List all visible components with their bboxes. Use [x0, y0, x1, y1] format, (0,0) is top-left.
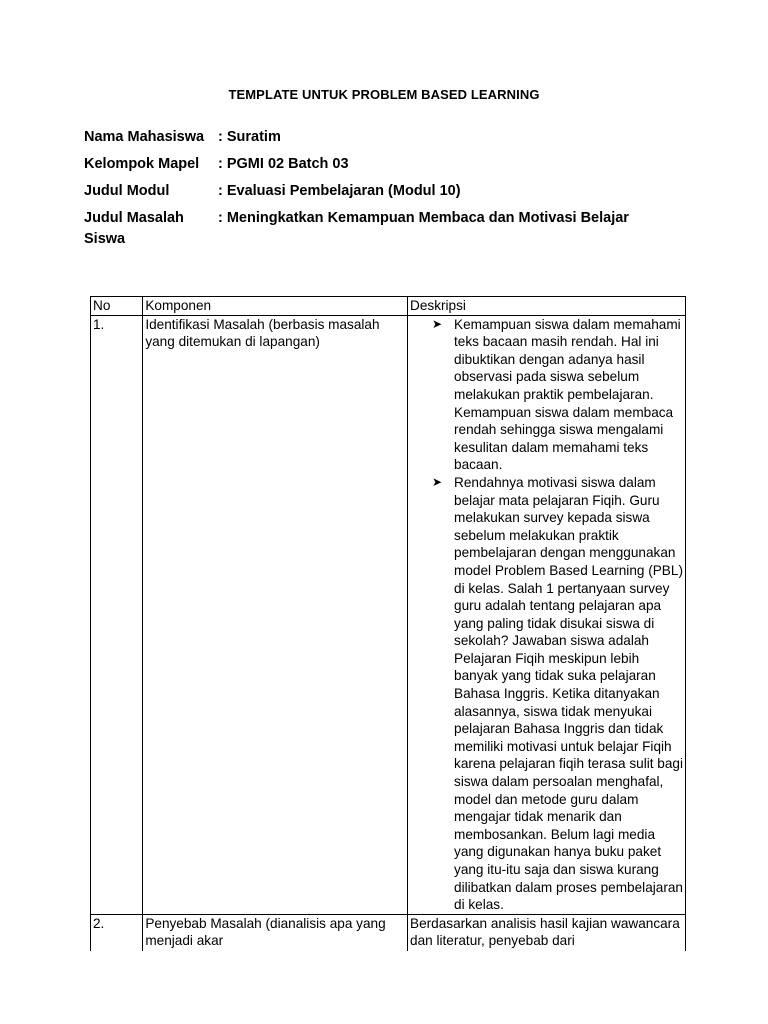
field-label: Kelompok Mapel	[84, 156, 200, 172]
header-deskripsi: Deskripsi	[408, 297, 686, 316]
row-number: 1.	[91, 315, 143, 914]
row-komponen: Identifikasi Masalah (berbasis masalah yang ditemukan di lapangan)	[143, 315, 408, 914]
bullet-text: Rendahnya motivasi siswa dalam belajar mata pelajaran Fiqih. Guru melakukan survey kepada siswa sebelum melakukan praktik pembelajaran dengan menggunakan model Problem Based Learning (PBL) di kelas. Salah 1 pertanyaan survey guru adalah tentang pelajaran apa yang paling tidak disukai siswa di sekolah? Jawaban siswa adalah Pelajaran Fiqih meskipun lebih banyak yang tidak suka pelajaran Bahasa Inggris. Ketika ditanyakan alasannya, siswa tidak menyukai pelajaran Bahasa Inggris dan tidak memiliki motivasi untuk belajar Fiqih karena pelajaran fiqih terasa sulit bagi siswa dalam persoalan menghafal, model dan metode guru dalam mengajar tidak menarik dan membosankan. Belum lagi media yang digunakan hanya buku paket yang itu-itu saja dan siswa kurang dilibatkan dalam proses pembelajaran di kelas.	[454, 474, 683, 913]
field-value-continuation: Siswa	[84, 231, 126, 247]
row-number: 2.	[91, 914, 143, 951]
identity-fields	[84, 127, 684, 249]
header-no: No	[91, 297, 143, 316]
field-value: : Evaluasi Pembelajaran (Modul 10)	[218, 183, 461, 199]
field-judul-masalah	[84, 208, 684, 235]
field-label: Nama Mahasiswa	[84, 129, 205, 145]
document-title: TEMPLATE UNTUK PROBLEM BASED LEARNING	[228, 87, 540, 102]
field-value: : Suratim	[218, 129, 281, 145]
arrowhead-bullet-icon: ➤	[432, 316, 443, 331]
table-row	[91, 315, 686, 914]
table-row	[91, 914, 686, 951]
header-komponen: Komponen	[143, 297, 408, 316]
deskripsi-bullet-list	[410, 316, 683, 914]
field-judul-modul	[84, 181, 684, 208]
field-label: Judul Masalah	[84, 210, 184, 226]
field-value: : Meningkatkan Kemampuan Membaca dan Motivasi Belajar	[218, 210, 629, 226]
row-komponen: Penyebab Masalah (dianalisis apa yang menjadi akar	[143, 914, 408, 951]
pbl-table	[90, 296, 686, 951]
bullet-text: Kemampuan siswa dalam memahami teks bacaan masih rendah. Hal ini dibuktikan dengan adanya hasil observasi pada siswa sebelum melakukan praktik pembelajaran. Kemampuan siswa dalam membaca rendah sehingga siswa mengalami kesulitan dalam memahami teks bacaan.	[454, 316, 681, 473]
field-kelompok-mapel	[84, 154, 684, 181]
field-value: : PGMI 02 Batch 03	[218, 156, 349, 172]
row-deskripsi	[408, 315, 686, 914]
field-label: Judul Modul	[84, 183, 170, 199]
table-header-row	[91, 297, 686, 316]
row-deskripsi: Berdasarkan analisis hasil kajian wawancara dan literatur, penyebab dari	[408, 914, 686, 951]
arrowhead-bullet-icon: ➤	[432, 474, 443, 489]
list-item	[410, 474, 683, 914]
field-nama-mahasiswa	[84, 127, 684, 154]
list-item	[410, 316, 683, 474]
